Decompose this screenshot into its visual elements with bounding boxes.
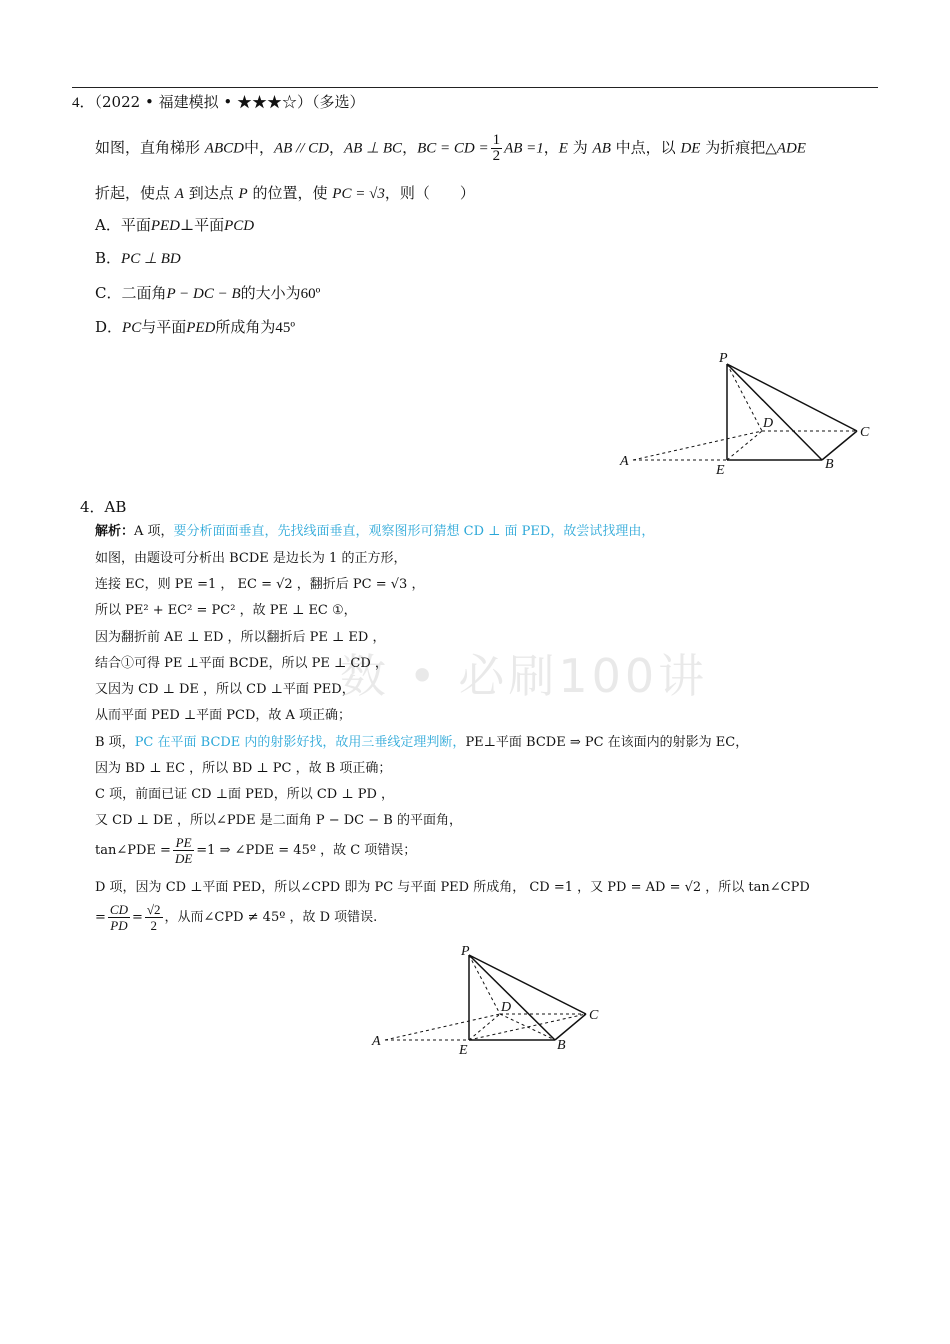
solution-line-12: D 项，因为 CD ⊥平面 PED，所以∠CPD 即为 PC 与平面 PED 所成角， CD =1 ，又 PD = AD = √2 ，所以 tan∠CPD	[95, 880, 810, 895]
fig2-label-C: C	[589, 1008, 599, 1023]
hint-a: 要分析面面垂直，先找线面垂直，观察图形可猜想 CD ⊥ 面 PED，故尝试找理由，	[173, 524, 655, 539]
edge2-PC	[469, 955, 586, 1014]
option-c: C．二面角P − DC − B的大小为60º	[95, 284, 321, 302]
hint-b: PC 在平面 BCDE 内的射影好找，故用三垂线定理判断，	[134, 735, 466, 750]
fraction-cd-pd: $\frac{CD}{PD}$	[109, 902, 128, 933]
figure2-dashed-lines	[385, 955, 586, 1040]
fraction-sqrt2-2: $\frac{√2}{2}$	[146, 902, 161, 933]
problem-number: 4．	[72, 95, 95, 111]
fig1-label-E: E	[716, 463, 725, 478]
problem-stem-line2: 折起，使点 A 到达点 P 的位置，使 PC = √3，则（ ）	[95, 184, 475, 202]
edge2-ED	[469, 1014, 500, 1040]
solution-line-5: 结合①可得 PE ⊥平面 BCDE，所以 PE ⊥ CD ，	[95, 656, 388, 671]
solution-line-1: 如图，由题设可分析出 BCDE 是边长为 1 的正方形，	[95, 551, 407, 566]
fig1-label-C: C	[860, 425, 870, 440]
solution-b-header: B 项，PC 在平面 BCDE 内的射影好找，故用三垂线定理判断，PE⊥平面 BCDE ⇒ PC 在该面内的射影为 EC，	[95, 735, 749, 750]
solution-line-7: 从而平面 PED ⊥平面 PCD，故 A 项正确；	[95, 708, 352, 723]
solution-line-8: 因为 BD ⊥ EC ，所以 BD ⊥ PC ，故 B 项正确；	[95, 761, 392, 776]
edge2-AD	[385, 1014, 500, 1040]
fig2-label-A: A	[372, 1034, 381, 1049]
solution-line-11: tan∠PDE = $\frac{PE}{DE}$ =1 ⇒ ∠PDE = 45º ，故 C 项错误；	[95, 835, 417, 866]
fraction-pe-de: $\frac{PE}{DE}$	[174, 835, 193, 866]
solution-a-header: 解析：A 项，要分析面面垂直，先找线面垂直，观察图形可猜想 CD ⊥ 面 PED，故尝试找理由，	[95, 524, 655, 539]
solution-line-13: = $\frac{CD}{PD}$ = $\frac{√2}{2}$ ，从而∠CPD ≠ 45º ，故 D 项错误.	[95, 902, 378, 933]
solution-line-2: 连接 EC，则 PE =1 ， EC = √2 ，翻折后 PC = √3 ，	[95, 577, 425, 592]
solution-line-3: 所以 PE² + EC² = PC² ，故 PE ⊥ EC ①，	[95, 603, 357, 618]
fig1-label-B: B	[825, 457, 834, 472]
answer: 4．AB	[80, 498, 127, 516]
fig1-label-D: D	[763, 416, 774, 431]
fig2-label-D: D	[501, 1000, 512, 1015]
solution-line-9: C 项，前面已证 CD ⊥面 PED，所以 CD ⊥ PD ，	[95, 787, 395, 802]
solution-line-10: 又 CD ⊥ DE ，所以∠PDE 是二面角 P − DC − B 的平面角，	[95, 813, 462, 828]
solution-line-4: 因为翻折前 AE ⊥ ED ，所以翻折后 PE ⊥ ED ，	[95, 630, 386, 645]
fig2-label-E: E	[459, 1043, 468, 1058]
edge2-DB	[500, 1014, 555, 1040]
fig2-label-P: P	[461, 944, 470, 959]
option-d: D．PC与平面PED所成角为45º	[95, 318, 296, 336]
problem-source: （2022 • 福建模拟 • ★★★☆）（多选）	[94, 93, 365, 111]
edge2-PB	[469, 955, 555, 1040]
fraction-half: $\frac{1}{2}$	[492, 132, 501, 164]
edge2-PD	[469, 955, 500, 1014]
fig1-label-A: A	[620, 454, 629, 469]
fig2-label-B: B	[557, 1038, 566, 1053]
problem-stem-line1: 如图，直角梯形 ABCD中，AB // CD，AB ⊥ BC，BC = CD = $\frac{1}{2}$ AB =1，E 为 AB 中点，以 DE 为折痕把△ADE	[95, 132, 806, 164]
watermark: 数 • 必刷100讲	[340, 649, 709, 703]
option-a: A．平面PED⊥平面PCD	[95, 216, 255, 234]
solution-line-6: 又因为 CD ⊥ DE ，所以 CD ⊥平面 PED，	[95, 682, 355, 697]
fig1-label-P: P	[719, 351, 728, 366]
option-b: B．PC ⊥ BD	[95, 249, 181, 267]
